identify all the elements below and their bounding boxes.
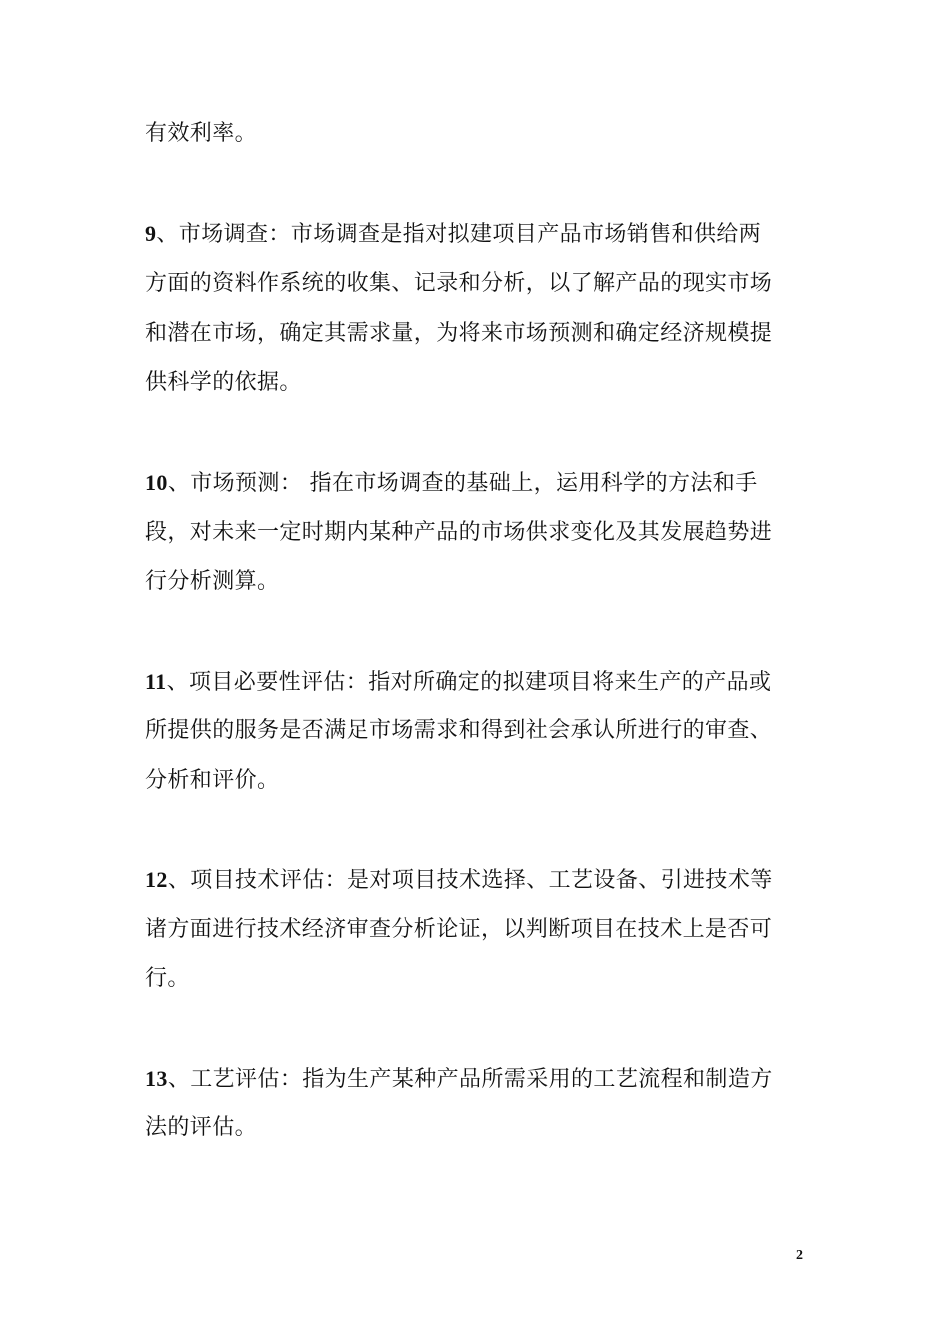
entry-13-number: 13	[145, 1066, 168, 1091]
entry-12-number: 12	[145, 867, 168, 892]
entry-9-line-1	[145, 221, 815, 248]
continuation-text: 有效利率。	[145, 121, 258, 146]
entry-9-line-4: 供科学的依据。	[145, 370, 302, 395]
entry-12-line-3: 行。	[145, 966, 190, 991]
entry-13-line-2: 法的评估。	[145, 1115, 258, 1140]
entry-13-text: 、工艺评估：指为生产某种产品所需采用的工艺流程和制造方	[167, 1067, 773, 1092]
entry-11-text: 、项目必要性评估：指对所确定的拟建项目将来生产的产品或	[166, 670, 772, 695]
page-number: 2	[796, 1248, 803, 1263]
entry-11-line-1	[145, 669, 815, 696]
entry-10-text: 、市场预测： 指在市场调查的基础上，运用科学的方法和手	[167, 471, 758, 496]
entry-9-line-2: 方面的资料作系统的收集、记录和分析，以了解产品的现实市场	[145, 271, 773, 296]
entry-12-text: 、项目技术评估：是对项目技术选择、工艺设备、引进技术等	[167, 868, 773, 893]
entry-9-line-3: 和潜在市场，确定其需求量，为将来市场预测和确定经济规模提	[145, 321, 773, 346]
entry-10-line-2: 段，对未来一定时期内某种产品的市场供求变化及其发展趋势进	[145, 520, 773, 545]
entry-12-line-1	[145, 867, 815, 894]
entry-10-line-3: 行分析测算。	[145, 569, 280, 594]
entry-13-line-1	[145, 1066, 815, 1093]
entry-11-line-2: 所提供的服务是否满足市场需求和得到社会承认所进行的审查、	[145, 718, 773, 743]
entry-11-number: 11	[145, 669, 167, 694]
entry-10-number: 10	[145, 470, 168, 495]
entry-9-text: 、市场调查：市场调查是指对拟建项目产品市场销售和供给两	[156, 222, 762, 247]
entry-9-number: 9	[145, 221, 157, 246]
entry-10-line-1	[145, 470, 815, 497]
entry-11-line-3: 分析和评价。	[145, 768, 280, 793]
entry-12-line-2: 诸方面进行技术经济审查分析论证，以判断项目在技术上是否可	[145, 917, 773, 942]
